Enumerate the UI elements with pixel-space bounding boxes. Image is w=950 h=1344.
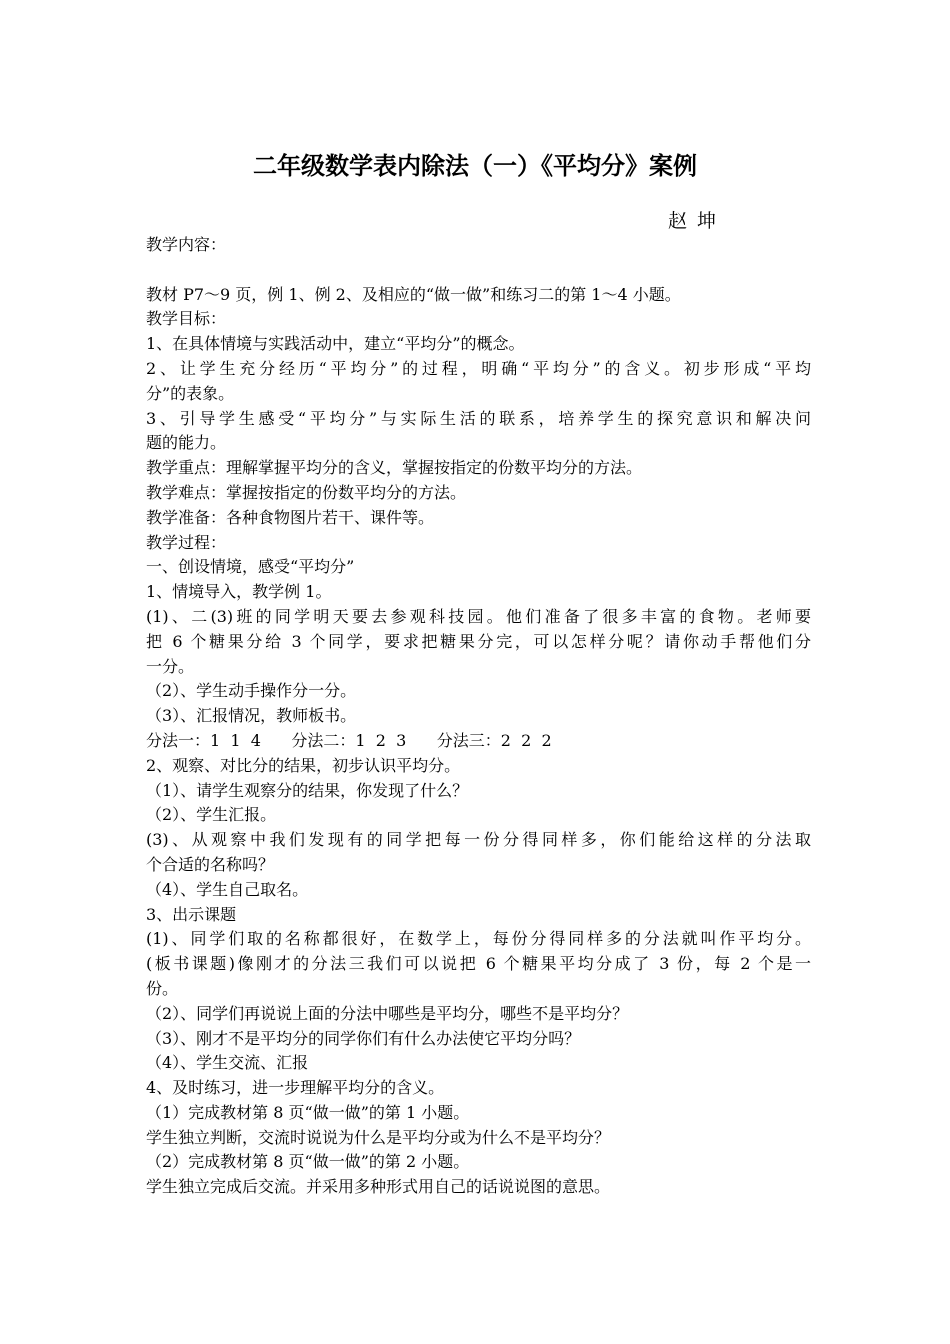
paragraph-line: 把 6 个糖果分给 3 个同学，要求把糖果分完，可以怎样分呢？请你动手帮他们分 — [146, 631, 811, 651]
paragraph-line: 教材 P7～9 页，例 1、例 2、及相应的“做一做”和练习二的第 1～4 小题。 — [146, 284, 681, 304]
paragraph-line: 分”的表象。 — [146, 383, 235, 403]
paragraph-line: （1）完成教材第 8 页“做一做”的第 1 小题。 — [146, 1102, 470, 1122]
paragraph-line: 教学难点：掌握按指定的份数平均分的方法。 — [146, 482, 467, 502]
paragraph-line: 2、观察、对比分的结果，初步认识平均分。 — [146, 755, 461, 775]
paragraph-line: 学生独立完成后交流。并采用多种形式用自己的话说说图的意思。 — [146, 1177, 611, 1197]
paragraph-line: 一、创设情境，感受“平均分” — [146, 557, 355, 577]
paragraph-line: 教学重点：理解掌握平均分的含义，掌握按指定的份数平均分的方法。 — [146, 458, 643, 478]
paragraph-line: 个合适的名称吗？ — [146, 854, 275, 874]
paragraph-line: 份。 — [146, 978, 179, 998]
paragraph-line: (1)、二(3)班的同学明天要去参观科技园。他们准备了很多丰富的食物。老师要 — [146, 606, 811, 626]
paragraph-line: （2）、学生汇报。 — [146, 805, 277, 825]
paragraph-line: （2）完成教材第 8 页“做一做”的第 2 小题。 — [146, 1152, 470, 1172]
paragraph-line: （4）、学生自己取名。 — [146, 879, 309, 899]
section-heading: 教学内容： — [146, 235, 227, 254]
paragraph-line: （2）、同学们再说说上面的分法中哪些是平均分，哪些不是平均分？ — [146, 1003, 629, 1023]
paragraph-line: 4、及时练习，进一步理解平均分的含义。 — [146, 1078, 445, 1098]
paragraph-line: 题的能力。 — [146, 433, 227, 453]
paragraph-line: （3）、刚才不是平均分的同学你们有什么办法使它平均分吗？ — [146, 1028, 581, 1048]
paragraph-line: 分法一：1 1 4 分法二：1 2 3 分法三：2 2 2 — [146, 730, 552, 750]
paragraph-line: （3）、汇报情况，教师板书。 — [146, 706, 357, 726]
paragraph-line: 3、出示课题 — [146, 904, 237, 924]
paragraph-line: 1、情境导入，教学例 1。 — [146, 582, 332, 602]
section-heading: 教学目标： — [146, 309, 227, 329]
paragraph-line: (板书课题)像刚才的分法三我们可以说把 6 个糖果平均分成了 3 份，每 2 个是一 — [146, 954, 811, 974]
paragraph-line: （4）、学生交流、汇报 — [146, 1053, 309, 1073]
document-title: 二年级数学表内除法（一）《平均分》案例 — [253, 152, 697, 180]
paragraph-line: 一分。 — [146, 656, 195, 676]
paragraph-line: 3、引导学生感受“平均分”与实际生活的联系，培养学生的探究意识和解决问 — [146, 408, 811, 428]
section-heading: 教学过程： — [146, 532, 227, 552]
paragraph-line: (3)、从观察中我们发现有的同学把每一份分得同样多，你们能给这样的分法取 — [146, 830, 811, 850]
paragraph-line: 1、在具体情境与实践活动中，建立“平均分”的概念。 — [146, 334, 525, 354]
paragraph-line: (1)、同学们取的名称都很好，在数学上，每份分得同样多的分法就叫作平均分。 — [146, 929, 811, 949]
blank-line — [146, 258, 811, 283]
paragraph-line: （1）、请学生观察分的结果，你发现了什么？ — [146, 780, 469, 800]
paragraph-line: 2、让学生充分经历“平均分”的过程，明确“平均分”的含义。初步形成“平均 — [146, 358, 811, 378]
document-body — [146, 233, 811, 1200]
paragraph-line: 学生独立判断，交流时说说为什么是平均分或为什么不是平均分？ — [146, 1127, 611, 1147]
paragraph-line: 教学准备：各种食物图片若干、课件等。 — [146, 507, 435, 527]
author-name: 赵 坤 — [668, 210, 719, 232]
paragraph-line: （2）、学生动手操作分一分。 — [146, 681, 357, 701]
